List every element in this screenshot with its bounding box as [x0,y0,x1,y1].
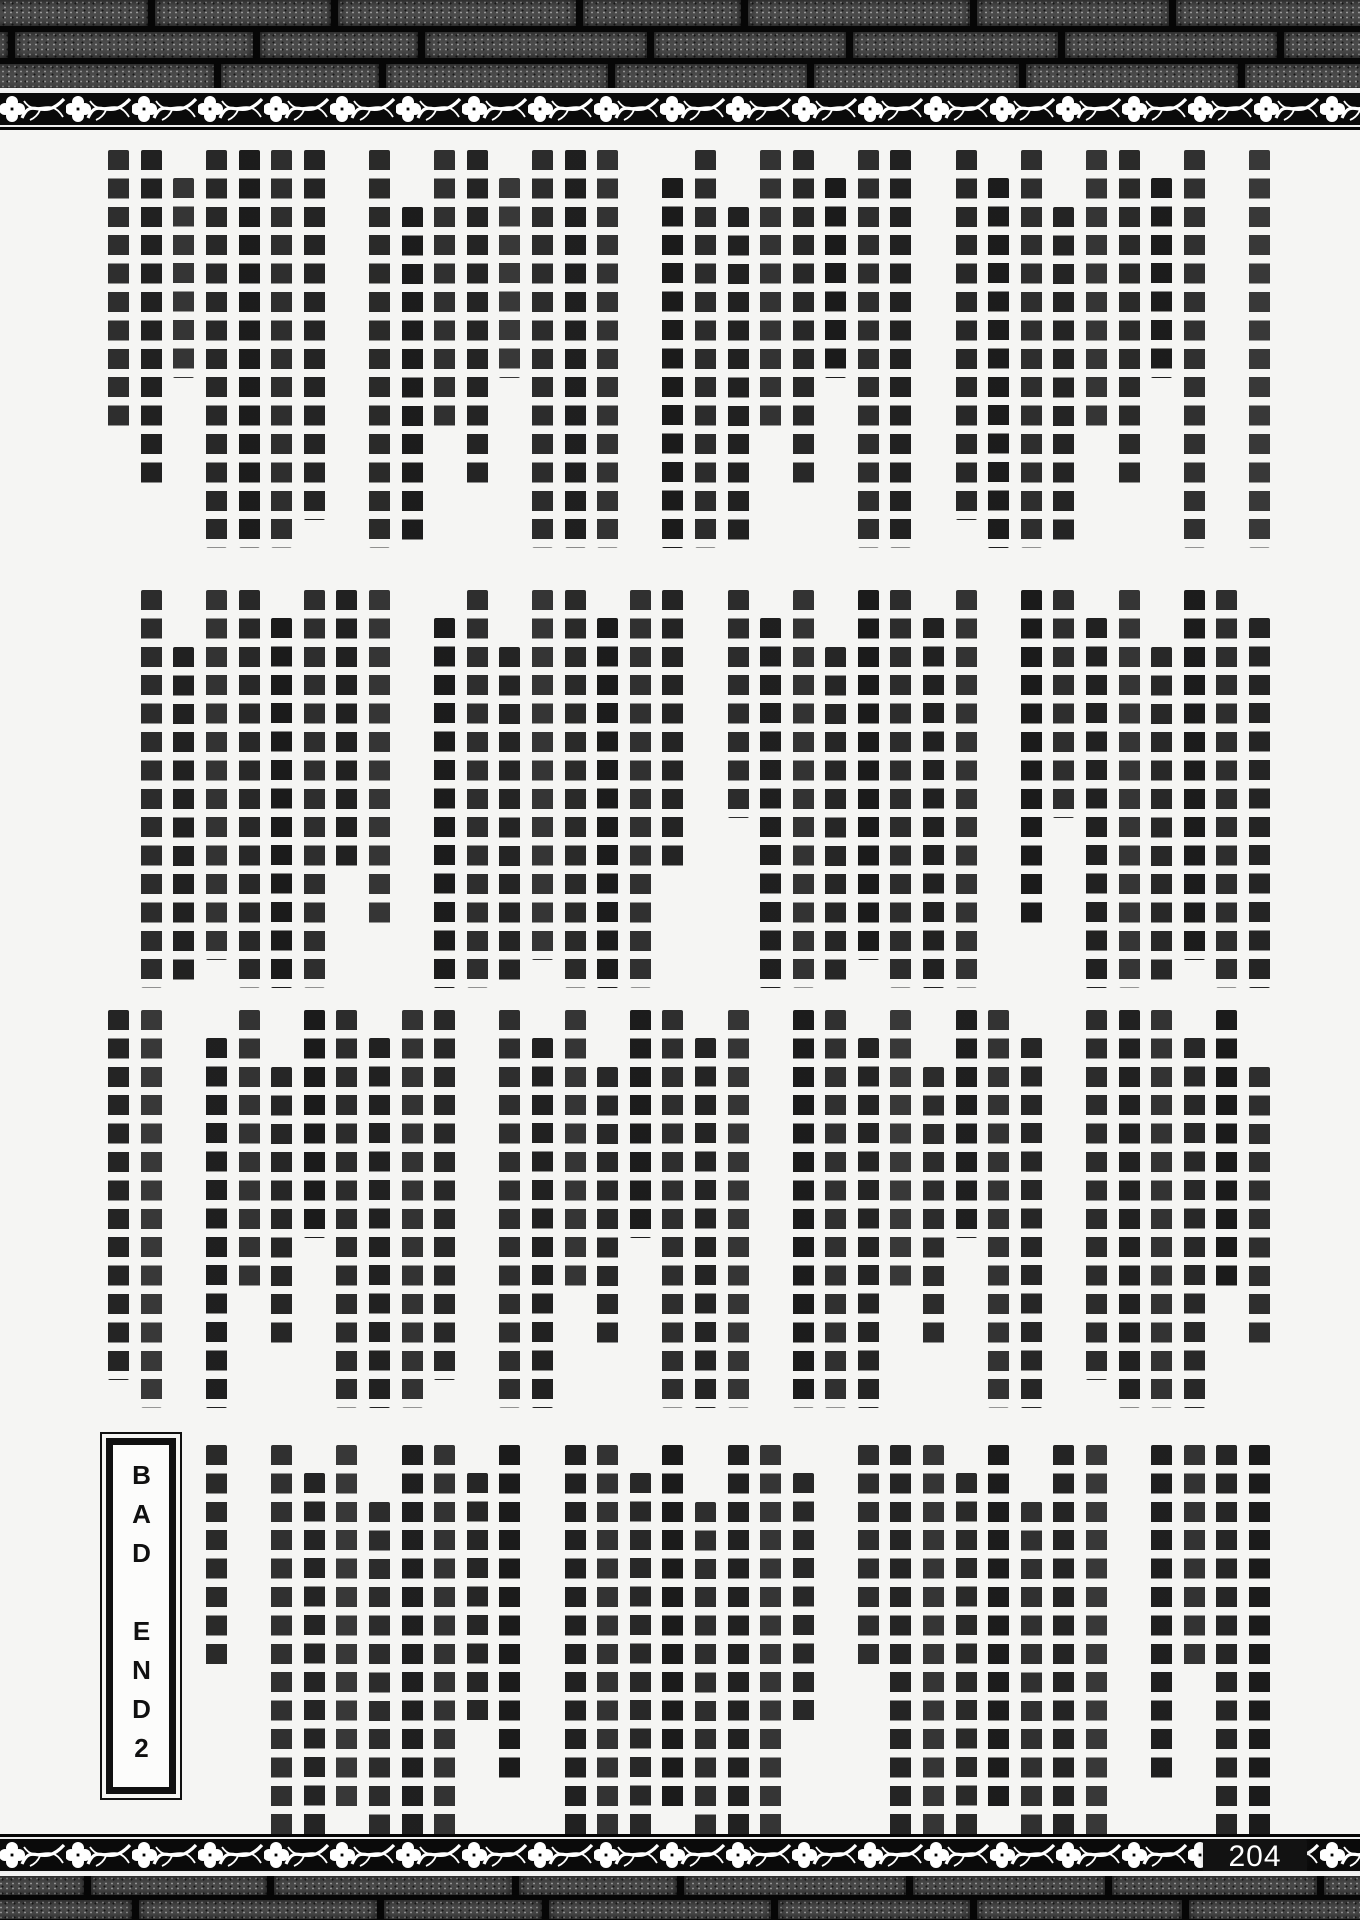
redacted-text-column [988,1445,1009,1810]
redacted-text-column [1151,178,1172,377]
ornament-flower-vine-unit [264,93,330,125]
redacted-text-column [1184,1445,1205,1668]
ornament-flower-vine-unit [1056,93,1122,125]
brick [684,1876,906,1895]
redacted-text-column [1184,590,1205,960]
redacted-text-column [597,150,618,548]
ornament-flower-vine-unit [396,1839,462,1871]
ornament-flower-vine-unit [858,1839,924,1871]
brick [155,0,331,26]
brick-wall-top [0,0,1360,88]
ornament-flower-vine-unit [198,1839,264,1871]
redacted-text-column [1249,150,1270,548]
brick [1026,64,1238,88]
redacted-text-column [206,590,227,960]
redacted-text-column [890,590,911,988]
ornament-flower-vine-unit [264,1839,330,1871]
ornament-flower-vine-unit [726,93,792,125]
redacted-text-column [597,1445,618,1838]
redacted-text-column [760,618,781,988]
ornament-flower-vine-unit [924,1839,990,1871]
redacted-text-column [1119,590,1140,988]
redacted-text-column [890,150,911,548]
ornament-flower-vine-unit [858,93,924,125]
ornament-flower-vine-unit [0,1839,66,1871]
brick-row [0,1876,1360,1895]
redacted-text-column [956,590,977,988]
redacted-text-column [956,1473,977,1838]
redacted-text-column [336,1445,357,1810]
text-band-1 [108,150,1270,548]
redacted-text-column [173,178,194,377]
redacted-text-column [369,590,390,931]
redacted-text-column [662,178,683,548]
redacted-text-column [532,590,553,960]
brick-row [0,1900,1360,1919]
brick [549,1900,771,1919]
redacted-text-column [108,1010,129,1380]
redacted-text-column [1086,150,1107,434]
redacted-text-column [141,590,162,988]
redacted-text-column [630,1473,651,1838]
brick [386,64,608,88]
brick-row [0,32,1360,58]
redacted-text-column [1021,590,1042,931]
redacted-text-column [988,178,1009,548]
ornament-flower-vine-unit [66,93,132,125]
brick-row [0,64,1360,88]
page-content [0,130,1360,1834]
redacted-text-column [793,1010,814,1408]
redacted-text-column [304,1010,325,1238]
redacted-text-column [239,150,260,548]
ornament-flower-vine-unit [396,93,462,125]
redacted-text-column [336,590,357,874]
redacted-text-column [434,150,455,434]
brick-wall-bottom [0,1876,1360,1920]
ornament-flower-vine-unit [1320,93,1360,125]
brick [425,32,647,58]
redacted-text-column [1119,1010,1140,1408]
redacted-text-column [304,1473,325,1838]
redacted-text-column [1086,1010,1107,1380]
redacted-text-column [728,1445,749,1838]
redacted-text-column [369,1038,390,1408]
brick [519,1876,677,1895]
redacted-text-column [1216,1010,1237,1294]
redacted-text-column [1151,1445,1172,1781]
brick [0,32,8,58]
brick [1245,64,1360,88]
ornament-flower-vine-unit [0,93,66,125]
brick-row [0,0,1360,26]
brick [274,1876,512,1895]
bad-end-stamp-label: BAD END2 [126,1460,157,1772]
top-border [0,0,1360,130]
brick [1189,1900,1360,1919]
text-band-3 [108,1010,1270,1408]
ornament-flower-vine-unit [330,93,396,125]
ornament-flower-vine-unit [528,93,594,125]
brick [1065,32,1277,58]
ornament-flower-vine-unit [990,1839,1056,1871]
redacted-text-column [565,590,586,988]
redacted-text-column [662,1010,683,1408]
redacted-text-column [1249,1445,1270,1838]
text-band-4 [206,1445,1270,1838]
redacted-text-column [206,1038,227,1408]
redacted-text-column [695,150,716,548]
bottom-border [0,1834,1360,1920]
brick [1112,1876,1317,1895]
redacted-text-column [271,1067,292,1351]
redacted-text-column [1249,1067,1270,1351]
ornament-flower-vine-unit [1188,93,1254,125]
redacted-text-column [434,1010,455,1380]
redacted-text-column [662,590,683,874]
redacted-text-column [532,1038,553,1408]
redacted-text-column [793,590,814,988]
redacted-text-column [890,1445,911,1838]
brick [748,0,970,26]
redacted-text-column [532,150,553,548]
ornament-flower-vine-unit [66,1839,132,1871]
brick [0,64,214,88]
redacted-text-column [434,618,455,988]
redacted-text-column [923,1445,944,1838]
redacted-text-column [728,207,749,548]
ornament-flower-vine-unit [594,1839,660,1871]
brick [853,32,1058,58]
redacted-text-column [467,590,488,988]
redacted-text-column [108,150,129,434]
redacted-text-column [858,1038,879,1408]
brick [814,64,1019,88]
ornament-flower-vine-unit [330,1839,396,1871]
redacted-text-column [206,1445,227,1668]
redacted-text-column [597,1067,618,1351]
redacted-text-column [402,1445,423,1838]
ornament-border-bottom [0,1837,1360,1873]
ornament-flower-vine-unit [660,1839,726,1871]
redacted-text-column [1086,1445,1107,1838]
redacted-text-column [239,1010,260,1294]
ornament-flower-vine-unit [594,93,660,125]
redacted-text-column [858,150,879,548]
redacted-text-column [825,1010,846,1408]
redacted-text-column [565,150,586,548]
ornament-flower-vine-unit [1122,93,1188,125]
ornament-flower-vine-unit [1056,1839,1122,1871]
ornament-flower-vine-unit [990,93,1056,125]
brick [0,1876,84,1895]
redacted-text-column [1086,618,1107,988]
redacted-text-column [141,150,162,491]
redacted-text-column [369,1502,390,1838]
brick [0,1900,132,1919]
redacted-text-column [304,150,325,520]
redacted-text-column [173,647,194,988]
brick [139,1900,377,1919]
brick [221,64,379,88]
redacted-text-column [1053,207,1074,548]
brick [338,0,576,26]
brick [977,0,1169,26]
redacted-text-column [565,1445,586,1838]
brick [1324,1876,1360,1895]
redacted-text-column [1021,150,1042,548]
bad-end-stamp-frame [106,1438,176,1794]
brick [91,1876,267,1895]
brick [384,1900,542,1919]
page-number: 204 [1228,1839,1282,1873]
text-band-2 [108,590,1270,988]
ornament-flower-vine-unit [792,93,858,125]
ornament-flower-vine-unit [1254,93,1320,125]
ornament-flower-vine-unit [132,1839,198,1871]
redacted-text-column [728,1010,749,1408]
brick [1284,32,1360,58]
redacted-text-column [858,590,879,960]
redacted-text-column [793,150,814,491]
redacted-text-column [1021,1502,1042,1838]
redacted-text-column [271,1445,292,1838]
redacted-text-column [1119,150,1140,491]
redacted-text-column [369,150,390,548]
redacted-text-column [956,1010,977,1238]
bad-end-stamp [100,1432,182,1800]
redacted-text-column [825,178,846,377]
redacted-text-column [499,178,520,377]
redacted-text-column [630,1010,651,1238]
redacted-text-column [1184,150,1205,548]
redacted-text-column [1021,1038,1042,1408]
redacted-text-column [923,1067,944,1351]
redacted-text-column [890,1010,911,1294]
redacted-text-column [1216,590,1237,988]
ornament-flower-vine-unit [198,93,264,125]
redacted-text-column [336,1010,357,1408]
brick [654,32,846,58]
redacted-text-column [597,618,618,988]
brick [260,32,418,58]
ornament-flower-vine-unit [462,93,528,125]
ornament-border-top [0,91,1360,127]
ornament-flower-vine-unit [132,93,198,125]
redacted-text-column [499,1010,520,1408]
redacted-text-column [467,150,488,491]
redacted-text-column [434,1445,455,1838]
redacted-text-column [662,1445,683,1810]
redacted-text-column [760,1445,781,1838]
ornament-flower-vine-unit [1320,1839,1360,1871]
redacted-text-column [1151,1010,1172,1408]
ornament-flower-vine-unit [660,93,726,125]
redacted-text-column [630,590,651,988]
redacted-text-column [402,207,423,548]
brick [1176,0,1360,26]
ornament-flower-vine-unit [726,1839,792,1871]
brick [977,1900,1182,1919]
redacted-text-column [271,150,292,548]
brick [583,0,741,26]
ornament-flower-vine-unit [462,1839,528,1871]
ornament-flower-vine-unit [1122,1839,1188,1871]
ornament-flower-vine-unit [924,93,990,125]
redacted-text-column [988,1010,1009,1408]
brick [778,1900,970,1919]
redacted-text-column [728,590,749,818]
redacted-text-column [1053,1445,1074,1838]
redacted-text-column [923,618,944,988]
ornament-flower-vine-unit [528,1839,594,1871]
redacted-text-column [499,647,520,988]
redacted-text-column [825,647,846,988]
redacted-text-column [1151,647,1172,988]
ornament-flower-vine-unit [792,1839,858,1871]
brick [615,64,807,88]
redacted-text-column [402,1010,423,1408]
redacted-text-column [695,1038,716,1408]
redacted-text-column [271,618,292,988]
redacted-text-column [956,150,977,520]
redacted-text-column [304,590,325,988]
redacted-text-column [1216,1445,1237,1838]
redacted-text-column [206,150,227,548]
redacted-text-column [793,1473,814,1724]
brick [913,1876,1105,1895]
redacted-text-column [695,1502,716,1838]
brick [0,0,148,26]
redacted-text-column [141,1010,162,1408]
redacted-text-column [760,150,781,434]
redacted-text-column [858,1445,879,1668]
redacted-text-column [1053,590,1074,818]
redacted-text-column [239,590,260,988]
page-number-tab [1203,1837,1307,1873]
redacted-text-column [565,1010,586,1294]
brick [15,32,253,58]
redacted-text-column [1249,618,1270,988]
redacted-text-column [467,1473,488,1724]
redacted-text-column [1184,1038,1205,1408]
redacted-text-column [499,1445,520,1781]
